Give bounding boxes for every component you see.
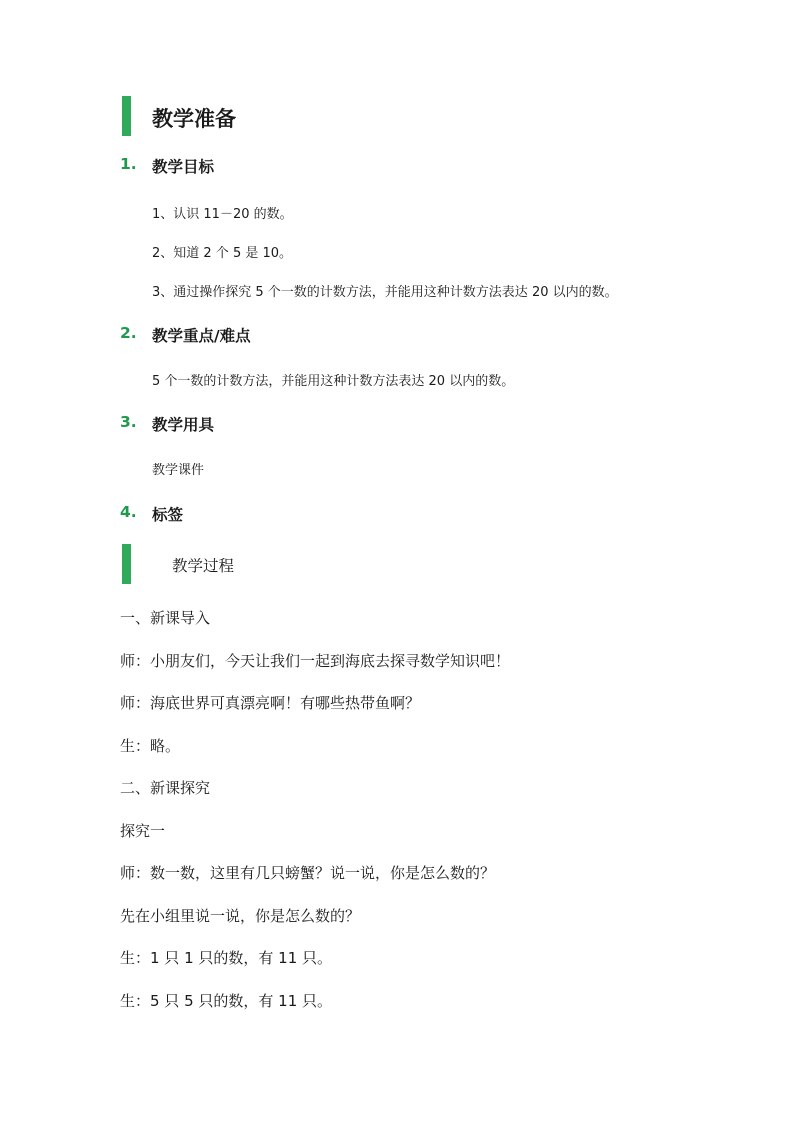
process-line-3: 师：海底世界可真漂亮啊！有哪些热带鱼啊？	[120, 694, 421, 712]
tools-text: 教学课件	[152, 463, 205, 478]
process-line-6: 探究一	[120, 822, 166, 840]
item-title-goals: 教学目标	[152, 158, 215, 176]
process-line-9: 生：1 只 1 只的数，有 11 只。	[120, 949, 333, 967]
process-line-1: 一、新课导入	[120, 609, 211, 627]
goal-line-3: 3、通过操作探究 5 个一数的计数方法，并能用这种计数方法表达 20 以内的数。	[152, 285, 618, 300]
item-number-4: 4.	[120, 503, 137, 521]
process-line-8: 先在小组里说一说，你是怎么数的？	[120, 907, 361, 925]
process-line-2: 师：小朋友们，今天让我们一起到海底去探寻数学知识吧！	[120, 652, 511, 670]
goal-line-2: 2、知道 2 个 5 是 10。	[152, 246, 293, 261]
item-title-tags: 标签	[152, 506, 184, 524]
process-line-10: 生：5 只 5 只的数，有 11 只。	[120, 992, 333, 1010]
goal-line-1: 1、认识 11－20 的数。	[152, 207, 293, 222]
item-title-key-points: 教学重点/难点	[152, 327, 251, 345]
item-number-2: 2.	[120, 324, 137, 342]
process-line-7: 师：数一数，这里有几只螃蟹？说一说，你是怎么数的？	[120, 864, 496, 882]
section-accent-bar-process	[122, 544, 131, 584]
item-number-1: 1.	[120, 155, 137, 173]
section-accent-bar	[122, 96, 131, 136]
section-title-prep: 教学准备	[152, 107, 236, 131]
key-points-text: 5 个一数的计数方法，并能用这种计数方法表达 20 以内的数。	[152, 374, 515, 389]
section-title-process: 教学过程	[172, 557, 235, 575]
item-number-3: 3.	[120, 413, 137, 431]
process-line-5: 二、新课探究	[120, 779, 211, 797]
process-line-4: 生：略。	[120, 737, 181, 755]
item-title-tools: 教学用具	[152, 416, 215, 434]
